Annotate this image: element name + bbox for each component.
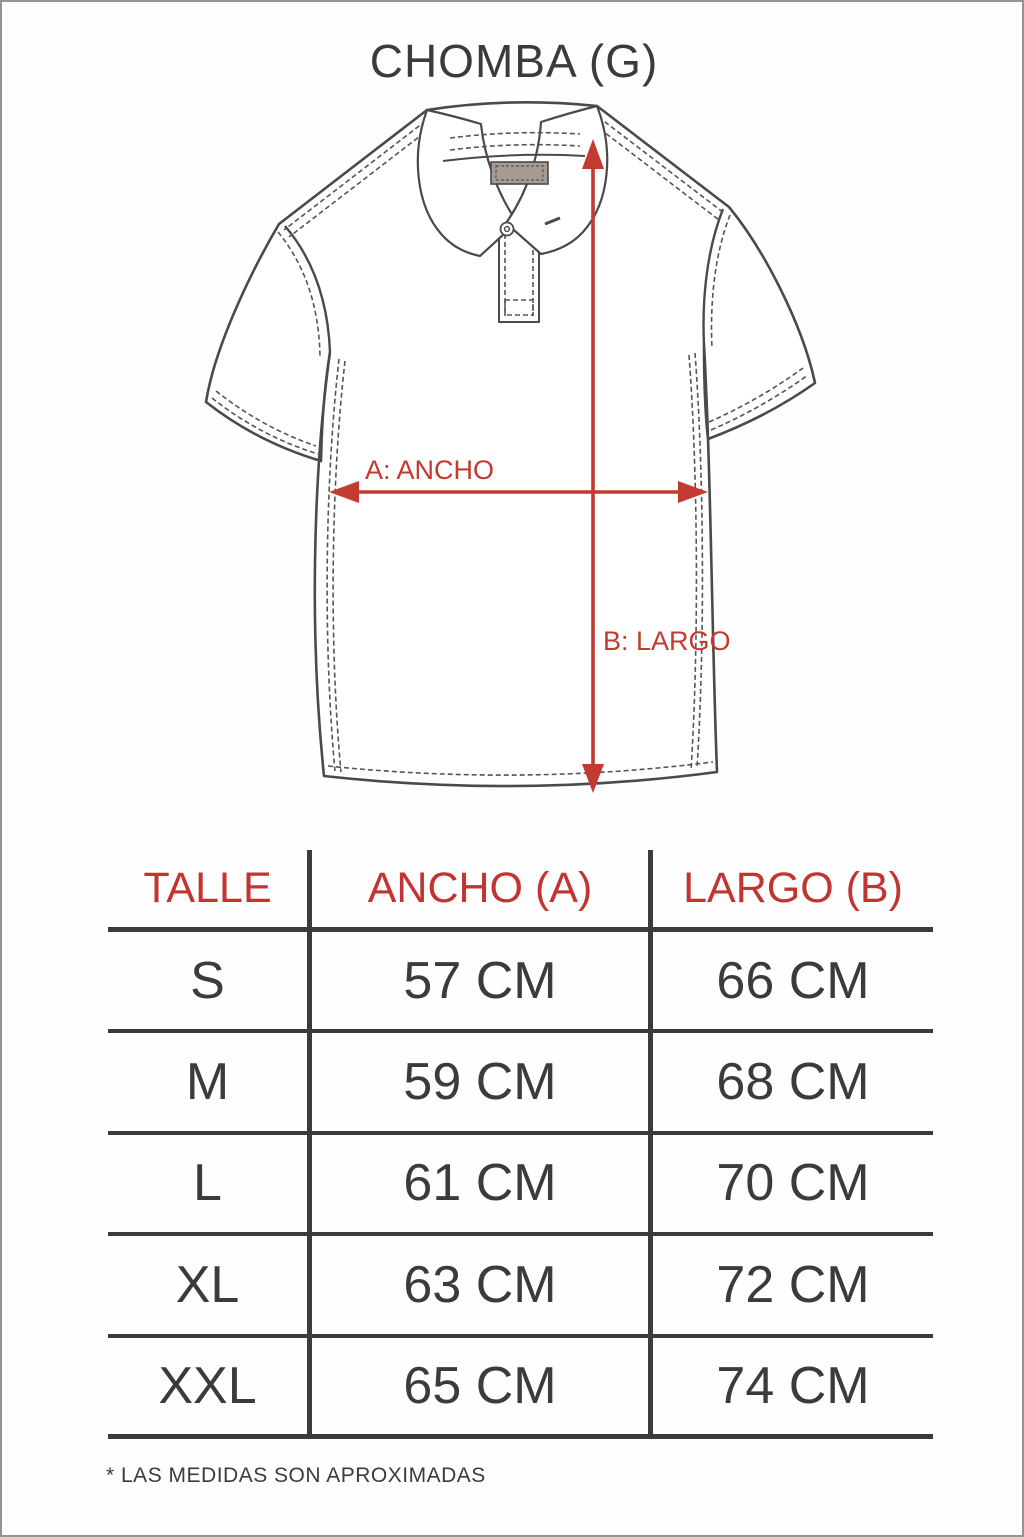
width-cell: 63 CM: [312, 1236, 653, 1337]
col-header-ancho: ANCHO (A): [312, 850, 653, 932]
measurements-footnote: * LAS MEDIDAS SON APROXIMADAS: [106, 1464, 486, 1487]
size-cell: S: [108, 932, 312, 1033]
width-cell: 57 CM: [312, 932, 653, 1033]
length-cell: 68 CM: [653, 1033, 933, 1134]
col-header-talle: TALLE: [108, 850, 312, 932]
size-cell: XXL: [108, 1338, 312, 1439]
length-cell: 74 CM: [653, 1338, 933, 1439]
col-header-largo: LARGO (B): [653, 850, 933, 932]
length-cell: 70 CM: [653, 1135, 933, 1236]
width-cell: 61 CM: [312, 1135, 653, 1236]
size-table: [108, 850, 933, 1439]
width-cell: 59 CM: [312, 1033, 653, 1134]
size-cell: L: [108, 1135, 312, 1236]
width-cell: 65 CM: [312, 1338, 653, 1439]
length-cell: 72 CM: [653, 1236, 933, 1337]
length-arrow-label: B: LARGO: [603, 626, 731, 656]
size-cell: M: [108, 1033, 312, 1134]
button-icon: [501, 223, 514, 236]
shirt-outline: [206, 102, 815, 786]
polo-shirt-diagram: [2, 2, 1024, 822]
size-cell: XL: [108, 1236, 312, 1337]
length-cell: 66 CM: [653, 932, 933, 1033]
page-title: CHOMBA (G): [369, 35, 659, 87]
neck-label: [491, 162, 548, 184]
width-arrow-label: A: ANCHO: [365, 455, 495, 485]
